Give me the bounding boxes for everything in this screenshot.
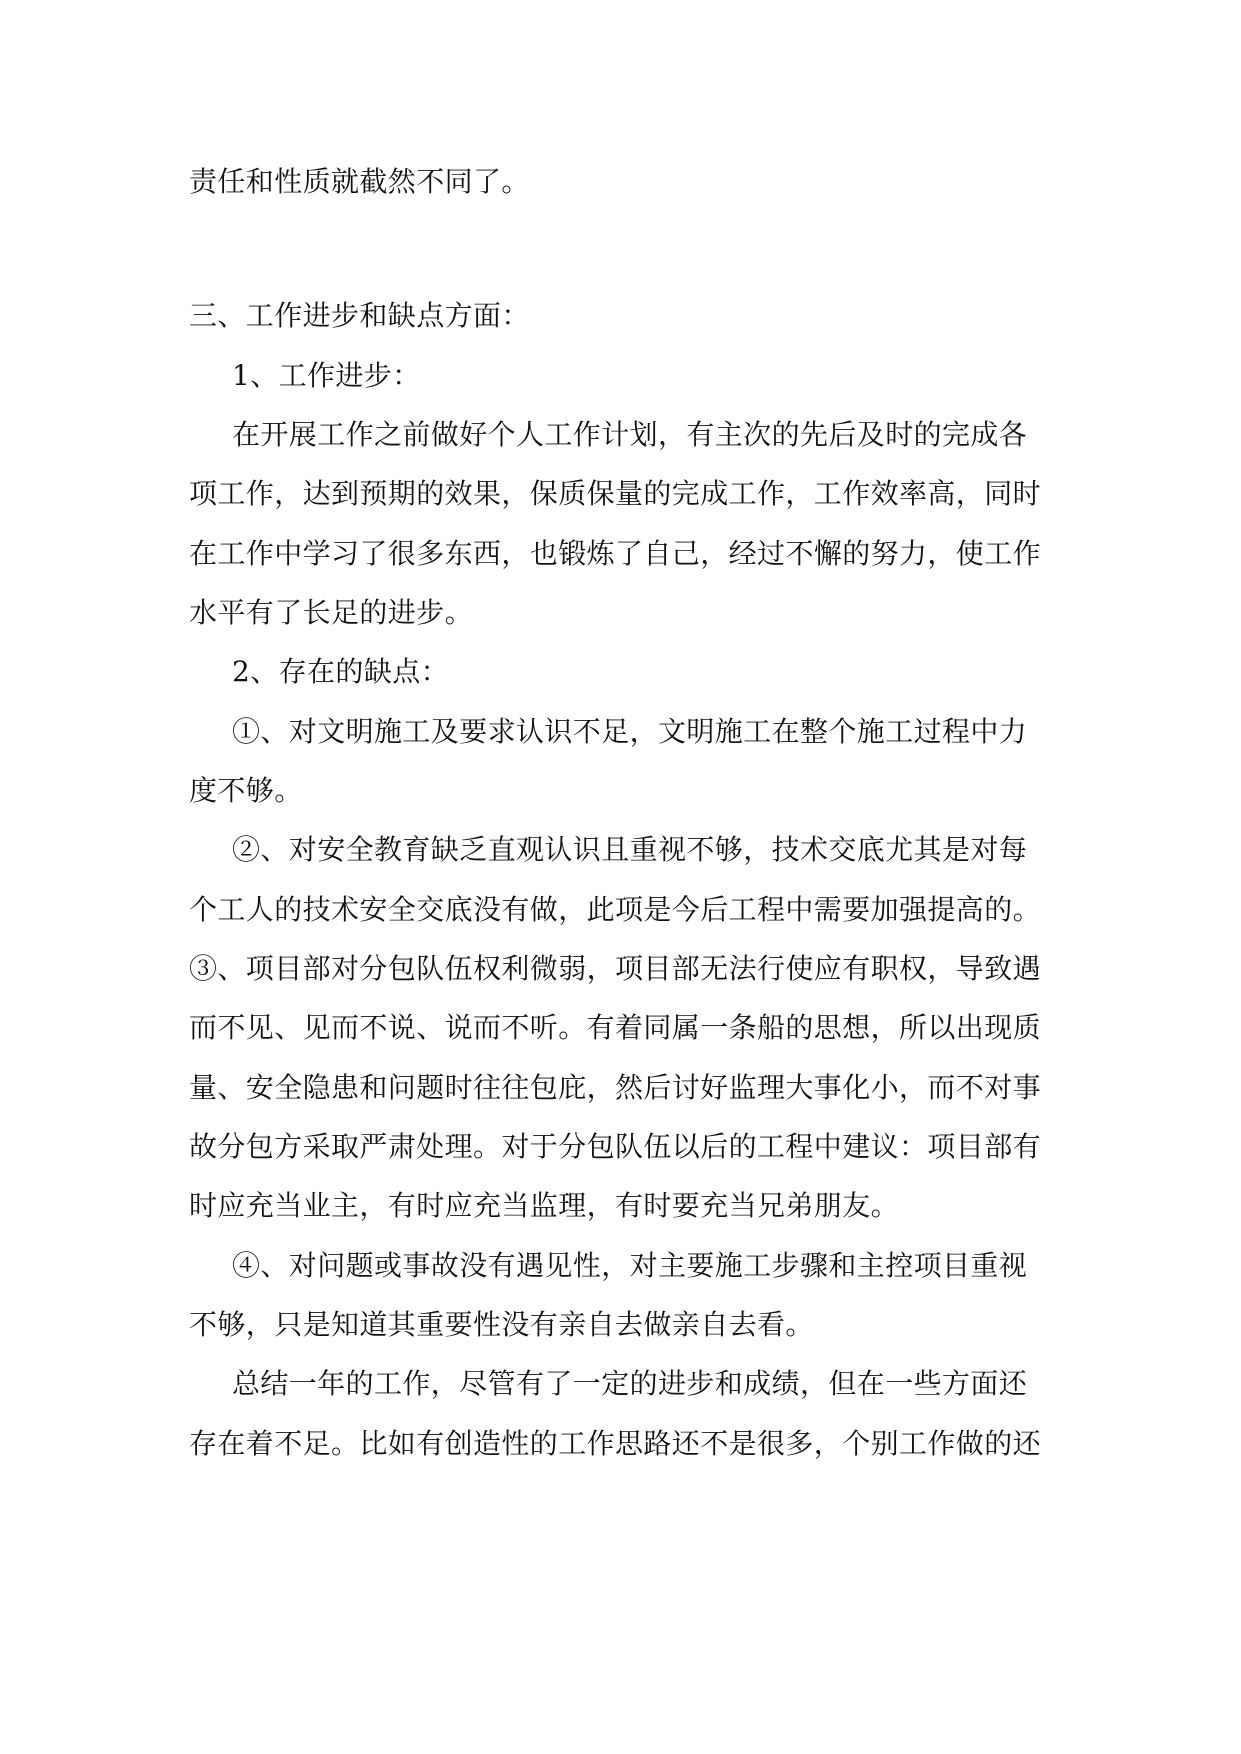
- section-heading: 三、工作进步和缺点方面：: [189, 299, 530, 332]
- text-line: 责任和性质就截然不同了。: [189, 165, 530, 198]
- text-line: 而不见、见而不说、说而不听。有着同属一条船的思想，所以出现质: [189, 1011, 1042, 1044]
- text-line: ①、对文明施工及要求认识不足，文明施工在整个施工过程中力: [232, 715, 1028, 748]
- text-line: 度不够。: [189, 774, 303, 807]
- text-line: 水平有了长足的进步。: [189, 596, 474, 629]
- text-line: 时应充当业主，有时应充当监理，有时要充当兄弟朋友。: [189, 1189, 900, 1222]
- text-line: ④、对问题或事故没有遇见性，对主要施工步骤和主控项目重视: [232, 1249, 1028, 1282]
- text-line: 故分包方采取严肃处理。对于分包队伍以后的工程中建议：项目部有: [189, 1130, 1042, 1163]
- text-line: ③、项目部对分包队伍权利微弱，项目部无法行使应有职权，导致遇: [189, 952, 1042, 985]
- subsection-heading: 1、工作进步：: [232, 359, 421, 392]
- text-line: 存在着不足。比如有创造性的工作思路还不是很多，个别工作做的还: [189, 1427, 1042, 1460]
- text-line: 个工人的技术安全交底没有做，此项是今后工程中需要加强提高的。: [189, 893, 1042, 926]
- text-line: 总结一年的工作，尽管有了一定的进步和成绩，但在一些方面还: [232, 1367, 1028, 1400]
- text-line: ②、对安全教育缺乏直观认识且重视不够，技术交底尤其是对每: [232, 833, 1028, 866]
- text-line: 量、安全隐患和问题时往往包庇，然后讨好监理大事化小，而不对事: [189, 1071, 1042, 1104]
- subsection-heading: 2、存在的缺点：: [232, 655, 450, 688]
- text-line: 在工作中学习了很多东西，也锻炼了自己，经过不懈的努力，使工作: [189, 537, 1042, 570]
- text-line: 项工作，达到预期的效果，保质保量的完成工作，工作效率高，同时: [189, 477, 1042, 510]
- text-line: 不够，只是知道其重要性没有亲自去做亲自去看。: [189, 1308, 814, 1341]
- text-line: 在开展工作之前做好个人工作计划，有主次的先后及时的完成各: [232, 418, 1028, 451]
